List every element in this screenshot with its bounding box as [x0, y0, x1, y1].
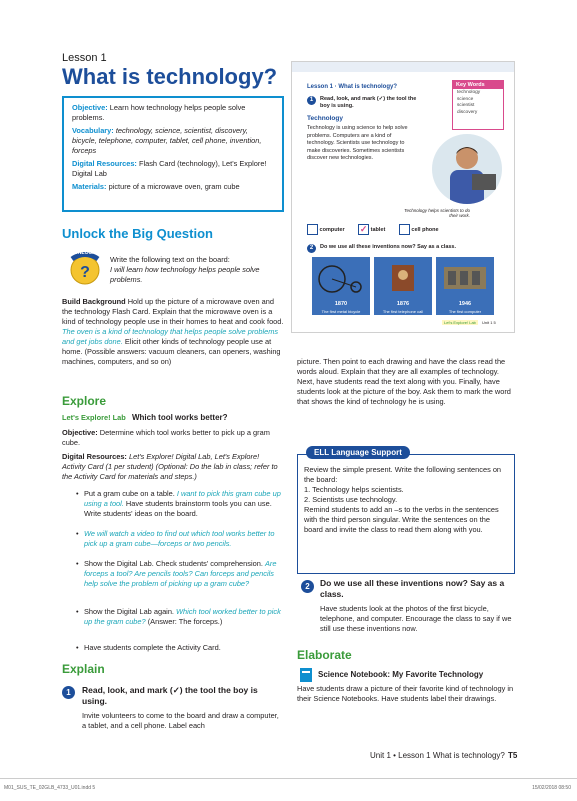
bullet-3-teal: Are forceps a tool? Are pencils tools? Can forceps and pencils help solve the problem of picking up a gram cube? [84, 559, 277, 588]
photo-year: 1870 [334, 301, 348, 307]
computer-checkbox[interactable] [307, 224, 318, 235]
lesson-label: Lesson 1 [62, 52, 107, 64]
bullet-3-text: Show the Digital Lab. Check students' comprehension. [84, 559, 263, 568]
keywords-list [453, 89, 503, 117]
vocabulary-label: Vocabulary: [72, 126, 114, 135]
step-1-text: Invite volunteers to come to the board and draw a computer, a tablet, and a cell phone. Label each [82, 711, 279, 730]
keyword-item: science [457, 96, 474, 102]
photo-label: The first computer [448, 309, 482, 314]
unlock-heading: Unlock the Big Question [62, 226, 213, 241]
keywords-title: Key Words [453, 81, 503, 89]
objectives-box [62, 96, 284, 212]
digital-text: Flash Card (technology), Let's Explore! Digital Lab [72, 159, 267, 178]
explore-digital [62, 452, 284, 482]
keyword-item: scientist [457, 103, 475, 108]
student-tech-text: Technology is using science to help solve problems. Computers are a kind of technology. Scientists use technology to make discoveries. Sometimes scientists discover new technologies. [307, 125, 408, 161]
ell-rest: Remind students to add an –s to the verbs in the sentences with the third person singular. Write the sentences on the board and invite the class to read them along with you. [304, 505, 499, 534]
step-2-title: Do we use all these inventions now? Say as a class. [320, 578, 505, 599]
explore-bullet-1 [84, 489, 284, 519]
explore-lab-line [62, 413, 284, 423]
explore-bullet-2 [84, 529, 284, 549]
student-q1: Read, look, and mark (✓) the tool the boy is using. [320, 96, 417, 109]
keyword-item: technology [457, 90, 481, 95]
photo-label: The first telephone call [382, 309, 424, 314]
ell-box [297, 448, 515, 574]
student-q2-number: 2 [307, 244, 316, 253]
student-footer-tag: Let's Explore! Lab [444, 320, 476, 325]
ell-intro: Review the simple present. Write the following sentences on the board: [304, 465, 502, 484]
option-computer: computer [319, 226, 345, 233]
objective-label: Objective: [72, 103, 108, 112]
bicycle-photo [312, 257, 370, 315]
photo-label: The first metal bicycle [321, 309, 361, 314]
ell-sentence-2: 2. Scientists use technology. [304, 495, 398, 504]
continued-text: picture. Then point to each drawing and have the class read the words aloud. Explain that they are all examples of technology. Next, have students read the text along with you. Finally, have students look at the picture of the boy. Ask them to mark the word that shows the kind of technology he is using. [297, 357, 511, 406]
materials-label: Materials: [72, 182, 107, 191]
keyword-item: discovery [457, 109, 478, 115]
explore-bullet-5 [84, 643, 284, 653]
print-slug [0, 778, 577, 801]
explore-objective-text: Determine which tool works better to pick up a gram cube. [62, 428, 270, 447]
objective-text: Learn how technology helps people solve problems. [72, 103, 246, 122]
unlock-badge-text: UNLOCK [74, 250, 96, 256]
unlock-intro-text: Write the following text on the board: [110, 255, 230, 264]
bullet-1-teal: I want to pick this gram cube up using a tool. [84, 489, 281, 508]
explore-bullet-4 [84, 607, 284, 627]
option-cellphone: cell phone [411, 226, 439, 233]
bullet-4-teal: Which tool worked better to pick up the gram cube? [84, 607, 281, 626]
page-footer-text: Unit 1 • Lesson 1 What is technology? [370, 751, 505, 760]
print-file: M01_SUS_TE_02GLB_4733_U01.indd 5 [4, 785, 96, 791]
unlock-intro [110, 255, 280, 285]
build-text-2: Elicit other kinds of technology people use at home. (Possible answers: vacuum cleaners, can openers, washing machines, computers, and so on) [62, 337, 281, 366]
tool-options [307, 224, 502, 236]
photo-year: 1946 [458, 301, 472, 307]
step-1-title: Read, look, and mark (✓) the tool the boy is using. [82, 685, 258, 706]
materials-text: picture of a microwave oven, gram cube [108, 182, 240, 191]
step-2-number: 2 [301, 580, 314, 593]
cellphone-checkbox[interactable] [399, 224, 410, 235]
bullet-1-rest: Have students brainstorm tools you can use. Write students' ideas on the board. [84, 499, 272, 518]
ell-sentence-1: 1. Technology helps scientists. [304, 485, 404, 494]
step-2-text: Have students look at the photos of the first bicycle, telephone, and computer. Encourage the class to say if we still use these inventions now. [320, 604, 512, 633]
bullet-4-text: Show the Digital Lab again. [84, 607, 174, 616]
notebook-title: Science Notebook: My Favorite Technology [318, 670, 484, 679]
ell-content [304, 465, 510, 535]
unlock-board-text: I will learn how technology helps people solve problems. [110, 265, 260, 284]
elaborate-heading: Elaborate [297, 648, 352, 662]
explain-heading: Explain [62, 662, 105, 676]
page-number: T5 [508, 751, 518, 760]
explore-question: Which tool works better? [131, 413, 228, 422]
boy-photo [432, 134, 502, 204]
bullet-2-teal: We will watch a video to find out which tool works better to pick up a gram cube—forceps or two pencils. [84, 529, 275, 548]
step-1-number: 1 [62, 686, 75, 699]
photo-year: 1876 [396, 301, 410, 307]
bullet-5-text: Have students complete the Activity Card. [84, 643, 221, 652]
student-page-title: Lesson 1 · What is technology? [307, 84, 398, 90]
digital-label: Digital Resources: [72, 159, 137, 168]
explore-heading: Explore [62, 394, 107, 408]
build-text-1: Hold up the picture of a microwave oven and the technology Flash Card. Explain that the microwave oven is a kind of technology people use in their homes to heat and cook food. [62, 297, 284, 326]
lesson-title: What is technology? [62, 64, 278, 89]
student-q2: Do we use all these inventions now? Say as a class. [320, 244, 457, 250]
telephone-photo [374, 257, 432, 315]
boy-caption: Technology helps scientists to do their work. [404, 208, 470, 218]
student-footer-page: Unit 1 5 [482, 320, 496, 325]
svg-text:?: ? [80, 264, 90, 281]
explore-objective-label: Objective: [62, 428, 98, 437]
print-date: 15/02/2018 08:50 [532, 785, 571, 791]
explore-objective [62, 428, 284, 448]
bullet-4-rest: (Answer: The forceps.) [147, 617, 223, 626]
build-teal-text: The oven is a kind of technology that helps people solve problems and get jobs done. [62, 327, 279, 346]
computer-photo [436, 257, 494, 315]
explore-digital-label: Digital Resources: [62, 452, 127, 461]
explore-digital-text: Let's Explore! Digital Lab, Let's Explore! Activity Card (1 per student) (Optional: Do the lab in class; refer to the Activity Card for materials and steps.) [62, 452, 278, 481]
build-label: Build Background [62, 297, 126, 306]
student-q1-number: 1 [307, 96, 316, 105]
keywords-box [452, 80, 504, 130]
explore-lab-name: Let's Explore! Lab [62, 413, 126, 422]
explore-bullet-3 [84, 559, 284, 589]
option-tablet: tablet [370, 226, 386, 233]
student-page-preview [291, 61, 515, 333]
notebook-icon [299, 667, 313, 683]
student-tech-heading: Technology [307, 115, 343, 122]
build-background [62, 297, 284, 367]
unlock-badge-icon [66, 250, 104, 286]
vocabulary-text: technology, science, scientist, discovery, bicycle, telephone, computer, tablet, cell phone, invention, forceps [72, 126, 262, 155]
notebook-text: Have students draw a picture of their favorite kind of technology in their Science Notebooks. Have students label their drawings. [297, 684, 514, 703]
student-page-topbar [292, 62, 514, 72]
bullet-1-text: Put a gram cube on a table. [84, 489, 175, 498]
ell-heading: ELL Language Support [306, 446, 410, 459]
tablet-checkbox[interactable]: ✓ [359, 224, 368, 234]
